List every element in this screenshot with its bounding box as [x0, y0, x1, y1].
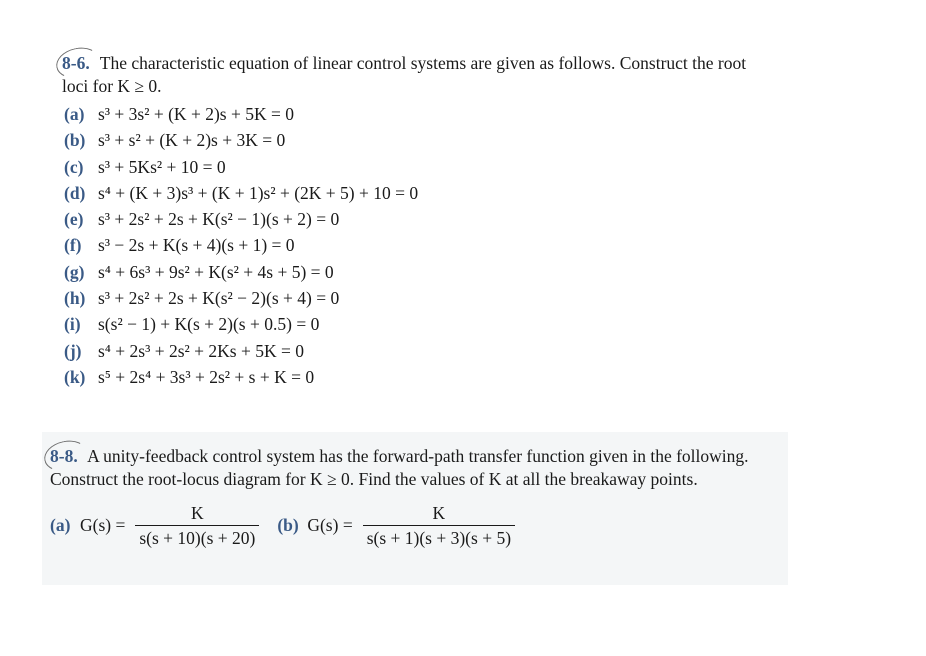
- problem-intro: The characteristic equation of linear control systems are given as follows. Construct the root loci for K ≥ 0.: [62, 53, 747, 96]
- problem-number: 8-6.: [62, 53, 90, 73]
- equation: s³ + 3s² + (K + 2)s + 5K = 0: [98, 104, 294, 124]
- denominator: s(s + 10)(s + 20): [139, 528, 256, 548]
- list-item: [64, 285, 767, 311]
- numerator: K: [191, 503, 204, 523]
- part-label: (a): [50, 515, 71, 535]
- equation: s⁴ + 2s³ + 2s² + 2Ks + 5K = 0: [98, 340, 304, 361]
- part-label: (i): [64, 314, 81, 335]
- problem-number: 8-8.: [50, 446, 78, 466]
- equation: s⁴ + (K + 3)s³ + (K + 1)s² + (2K + 5) + 10 = 0: [98, 182, 419, 203]
- transfer-function-a: [50, 503, 259, 548]
- equation: s³ + 2s² + 2s + K(s² − 1)(s + 2) = 0: [98, 209, 340, 230]
- list-item: [64, 364, 767, 390]
- denominator: s(s + 1)(s + 3)(s + 5): [366, 528, 512, 548]
- problem-8-8-statement: [50, 445, 780, 491]
- part-label: (c): [64, 156, 84, 177]
- part-label: (e): [64, 209, 84, 230]
- equation: s³ + 5Ks² + 10 = 0: [98, 156, 226, 177]
- transfer-function-lhs: G(s) =: [80, 515, 126, 535]
- equation: s⁴ + 6s³ + 9s² + K(s² + 4s + 5) = 0: [98, 261, 334, 282]
- fraction: [135, 503, 259, 548]
- part-label: (b): [277, 515, 299, 535]
- list-item: [64, 127, 767, 153]
- list-item: [64, 206, 767, 232]
- list-item: [64, 101, 767, 127]
- part-label: (f): [64, 235, 82, 256]
- transfer-function-row: [50, 503, 780, 548]
- problem-8-6-statement: [62, 52, 767, 98]
- transfer-function-lhs: G(s) =: [307, 515, 353, 535]
- part-label: (a): [64, 104, 85, 124]
- list-item: [64, 154, 767, 180]
- equation: s³ + s² + (K + 2)s + 3K = 0: [98, 130, 286, 151]
- numerator: K: [432, 503, 446, 523]
- problem-intro: A unity-feedback control system has the forward-path transfer function given in the following. Construct the root-locus diagram for K ≥ 0. Find the values of K at all the breakaway points.: [50, 446, 749, 489]
- list-item: [64, 232, 767, 258]
- equation: s(s² − 1) + K(s + 2)(s + 0.5) = 0: [98, 314, 320, 335]
- equation: s³ + 2s² + 2s + K(s² − 2)(s + 4) = 0: [98, 288, 340, 309]
- equation-list: [64, 101, 767, 390]
- part-label: (h): [64, 288, 86, 309]
- part-label: (j): [64, 340, 82, 361]
- part-label: (d): [64, 182, 86, 203]
- list-item: [64, 180, 767, 206]
- part-label: (k): [64, 366, 86, 387]
- transfer-function-b: [277, 503, 515, 548]
- list-item: [64, 259, 767, 285]
- problem-8-6: [62, 52, 767, 390]
- equation: s³ − 2s + K(s + 4)(s + 1) = 0: [98, 235, 295, 256]
- part-label: (b): [64, 130, 86, 151]
- problem-8-8: [50, 445, 780, 548]
- list-item: [64, 338, 767, 364]
- equation: s⁵ + 2s⁴ + 3s³ + 2s² + s + K = 0: [98, 366, 315, 387]
- part-label: (g): [64, 261, 85, 282]
- list-item: [64, 311, 767, 337]
- fraction: [363, 503, 515, 548]
